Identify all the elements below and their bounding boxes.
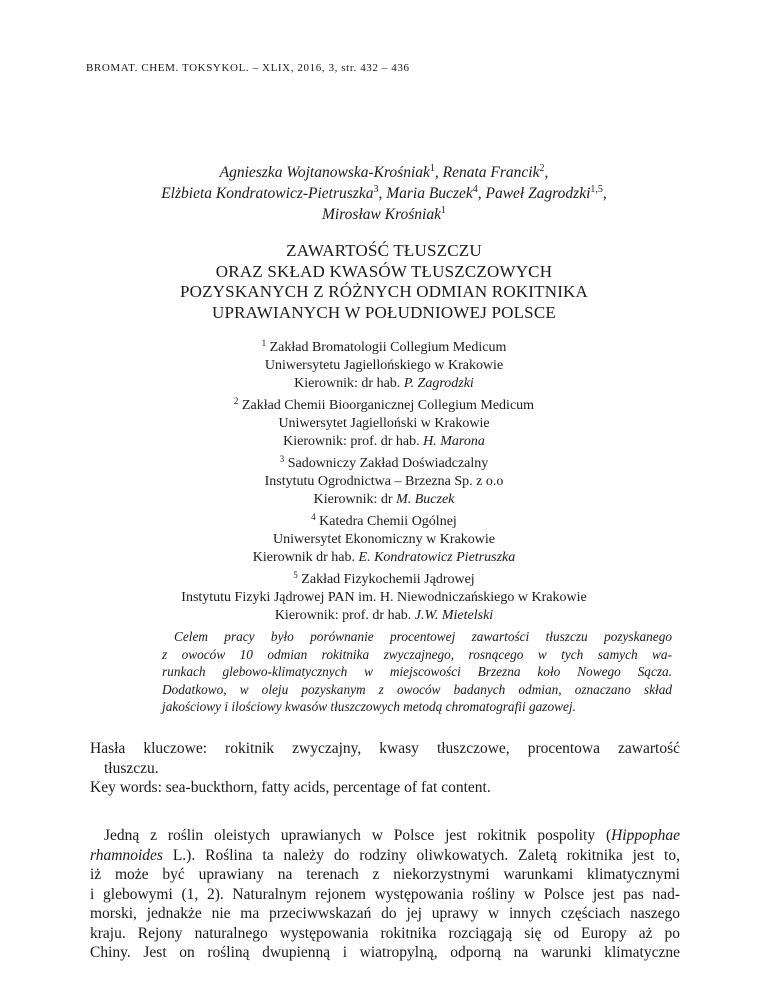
affiliation-institution: Uniwersytet Ekonomiczny w Krakowie (273, 532, 495, 547)
affiliation-unit (60, 571, 708, 589)
affiliation-head (60, 433, 708, 451)
affiliation-head (60, 549, 708, 567)
affiliation-head-name: H. Marona (423, 434, 485, 449)
article-title (60, 241, 708, 323)
affiliation-institution: Uniwersytet Jagielloński w Krakowie (278, 416, 490, 431)
affiliation-head-name: E. Kondratowicz Pietruszka (358, 550, 516, 565)
author-name: Maria Buczek (386, 185, 473, 202)
affiliation-number: 4 (311, 512, 316, 522)
body-text-run: L.). Roślina ta należy do rodziny oliwkowatych. Zaletą rokitnika jest to, (162, 846, 680, 864)
journal-header: BROMAT. CHEM. TOKSYKOL. – XLIX, 2016, 3, str. 432 – 436 (86, 62, 410, 74)
affiliation-institution: Instytutu Ogrodnictwa – Brzezna Sp. z o.o (264, 474, 504, 489)
affiliation-unit-name: Sadowniczy Zakład Doświadczalny (287, 456, 489, 471)
author-affil-mark: 1,5 (590, 184, 603, 195)
author-name: Renata Francik (442, 164, 540, 181)
title-line: POZYSKANYCH Z RÓŻNYCH ODMIAN ROKITNIKA (179, 282, 589, 301)
affiliation-unit (60, 455, 708, 473)
affiliation-unit-name: Zakład Fizykochemii Jądrowej (301, 572, 475, 587)
abstract-line: runkach glebowo-klimatycznych w miejscowości Brzezna koło Nowego Sącza. (162, 664, 672, 679)
affiliation-head (60, 491, 708, 509)
affiliation-block (60, 339, 708, 393)
author-name: Paweł Zagrodzki (485, 185, 591, 202)
author-line (60, 183, 708, 204)
body-line: kraju. Rejony naturalnego występowania rokitnika rozciągają się od Europy aż po (90, 924, 680, 942)
keywords-polish-continued: tłuszczu. (104, 759, 159, 777)
affiliation-head-label: Kierownik dr hab. (252, 550, 359, 565)
author-separator: , (544, 164, 549, 181)
affiliation-head-name: J.W. Mietelski (414, 608, 494, 623)
body-line: Chiny. Jest on rośliną dwupienną i wiatropylną, odporną na warunki klimatyczne (90, 944, 680, 961)
author-affil-mark: 3 (373, 184, 379, 195)
affiliation-institution: Uniwersytetu Jagiellońskiego w Krakowie (264, 358, 504, 373)
affiliation-unit-name: Katedra Chemii Ogólnej (319, 514, 457, 529)
author-separator: , (378, 185, 387, 202)
affiliation-head (60, 607, 708, 625)
affiliation-head-label: Kierownik: prof. dr hab. (274, 608, 415, 623)
species-name: rhamnoides (90, 846, 163, 864)
keywords-english: Key words: sea-buckthorn, fatty acids, percentage of fat content. (90, 779, 491, 796)
author-separator: , (602, 185, 607, 202)
body-line: iż może być uprawiany na terenach z niekorzystnymi warunkami klimatycznymi (90, 866, 680, 883)
author-affil-mark: 2 (539, 163, 545, 174)
affiliation-list (60, 339, 708, 629)
title-line: UPRAWIANYCH W POŁUDNIOWEJ POLSCE (212, 302, 556, 322)
affiliation-number: 3 (279, 454, 285, 464)
abstract-line: jakościowy i ilościowy kwasów tłuszczowych metodą chromatografii gazowej. (162, 699, 576, 714)
affiliation-head-label: Kierownik: dr (313, 492, 397, 507)
affiliation-block (60, 397, 708, 451)
author-separator: , (477, 185, 486, 202)
author-affil-mark: 1 (441, 205, 446, 216)
abstract-line: Celem pracy było porównanie procentowej zawartości tłuszczu pozyskanego (174, 629, 672, 644)
affiliation-number: 1 (261, 338, 267, 348)
affiliation-block (60, 455, 708, 509)
author-name: Elżbieta Kondratowicz-Pietruszka (161, 185, 374, 202)
affiliation-head-label: Kierownik: dr hab. (294, 376, 404, 391)
author-line (60, 162, 708, 183)
keywords-polish: Hasła kluczowe: rokitnik zwyczajny, kwasy tłuszczowe, procentowa zawartość (90, 740, 680, 757)
title-line: ORAZ SKŁAD KWASÓW TŁUSZCZOWYCH (215, 261, 553, 281)
keywords-section (90, 739, 680, 798)
affiliation-unit-name: Zakład Chemii Bioorganicznej Collegium Medicum (241, 398, 535, 413)
abstract-line: Dodatkowo, w oleju pozyskanym z owoców badanych odmian, oznaczano skład (162, 681, 672, 697)
body-line: morski, jednakże nie ma przeciwwskazań do jej uprawy w innych częściach naszego (90, 905, 680, 922)
body-text-run: Jedną z roślin oleistych uprawianych w Polsce jest rokitnik pospolity ( (104, 827, 612, 844)
affiliation-number: 5 (293, 570, 298, 580)
author-name: Mirosław Krośniak (322, 206, 441, 223)
affiliation-unit (60, 513, 708, 531)
affiliation-number: 2 (233, 396, 239, 406)
affiliation-head-label: Kierownik: prof. dr hab. (283, 434, 424, 449)
affiliation-institution: Instytutu Fizyki Jądrowej PAN im. H. Niewodniczańskiego w Krakowie (181, 590, 587, 605)
author-list (60, 162, 708, 225)
author-name: Agnieszka Wojtanowska-Krośniak (219, 164, 430, 181)
affiliation-head-name: M. Buczek (396, 492, 455, 507)
body-line (90, 826, 680, 846)
species-name: Hippophae (611, 827, 680, 844)
abstract (162, 628, 672, 716)
affiliation-head-name: P. Zagrodzki (403, 376, 474, 391)
affiliation-unit-name: Zakład Bromatologii Collegium Medicum (269, 340, 507, 355)
author-affil-mark: 4 (472, 184, 478, 195)
abstract-line: z owoców 10 odmian rokitnika zwyczajnego, rosnącego w tych samych wa- (162, 646, 672, 662)
title-line: ZAWARTOŚĆ TŁUSZCZU (286, 241, 482, 260)
author-separator: , (434, 164, 443, 181)
body-paragraph (90, 826, 680, 963)
affiliation-head (60, 375, 708, 393)
body-line (90, 846, 680, 866)
affiliation-unit (60, 339, 708, 357)
author-affil-mark: 1 (429, 163, 435, 174)
author-line (60, 204, 708, 225)
body-line: i glebowymi (1, 2). Naturalnym rejonem występowania rośliny w Polsce jest pas nad- (90, 885, 680, 903)
affiliation-block (60, 513, 708, 567)
affiliation-block (60, 571, 708, 625)
affiliation-unit (60, 397, 708, 415)
